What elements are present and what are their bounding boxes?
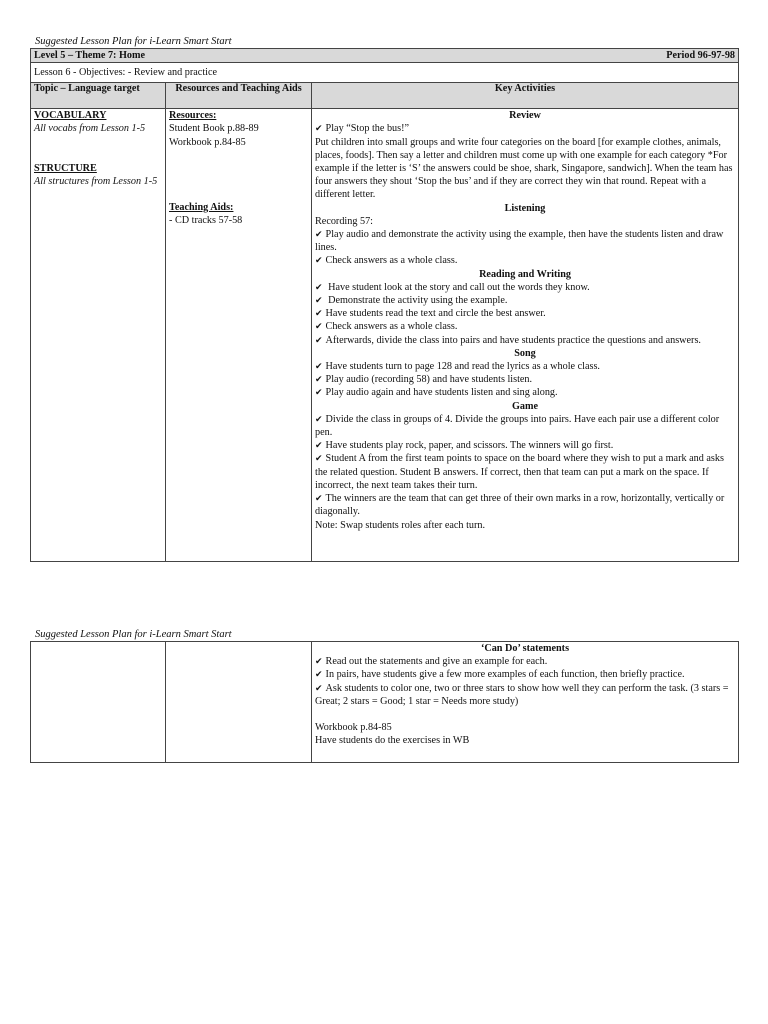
- song-step: Play audio again and have students listen and sing along.: [325, 387, 558, 399]
- game-note: Note: Swap students roles after each turn.: [315, 519, 486, 531]
- period-label: Period 96-97-98: [666, 50, 736, 61]
- listening-heading: Listening: [504, 202, 546, 214]
- check-icon: ✔: [315, 334, 323, 345]
- column-header-activities: Key Activities: [312, 83, 739, 109]
- content-row: [31, 109, 739, 562]
- cando-step: Read out the statements and give an example for each.: [325, 656, 548, 668]
- song-step: Play audio (recording 58) and have students listen.: [325, 374, 533, 386]
- check-icon: ✔: [315, 656, 323, 667]
- column-header-row: [31, 83, 739, 109]
- resources-title: Resources:: [169, 110, 217, 122]
- review-step: Play “Stop the bus!”: [325, 123, 410, 135]
- cando-cell: [312, 642, 739, 763]
- check-icon: ✔: [315, 321, 323, 332]
- objectives-row: [31, 63, 739, 83]
- reading-writing-step: Have student look at the story and call out the words they know.: [325, 281, 590, 293]
- check-icon: ✔: [315, 669, 323, 680]
- check-icon: ✔: [315, 281, 323, 292]
- check-icon: ✔: [315, 361, 323, 372]
- game-heading: Game: [512, 400, 539, 412]
- resources-cell-page2: [166, 642, 312, 763]
- document-caption-page2: Suggested Lesson Plan for i-Learn Smart Start: [35, 629, 232, 640]
- check-icon: ✔: [315, 308, 323, 319]
- level-theme: Level 5 – Theme 7: Home: [34, 50, 146, 61]
- lesson-plan-table-page2: [30, 641, 739, 763]
- check-icon: ✔: [315, 440, 323, 451]
- resource-item: Student Book p.88-89: [169, 123, 259, 135]
- structure-title: STRUCTURE: [34, 162, 97, 174]
- lesson-plan-table: [30, 48, 739, 562]
- game-step: Divide the class in groups of 4. Divide the groups into pairs. Have each pair use a different color pen.: [315, 413, 720, 439]
- resources-cell: [166, 109, 312, 562]
- check-icon: ✔: [315, 295, 323, 306]
- check-icon: ✔: [315, 123, 323, 134]
- lesson-objectives: Lesson 6 - Objectives: - Review and practice: [34, 67, 218, 79]
- game-step: Have students play rock, paper, and scissors. The winners will go first.: [325, 440, 614, 452]
- cando-heading: ‘Can Do’ statements: [480, 643, 570, 654]
- check-icon: ✔: [315, 682, 323, 693]
- teaching-aid-item: - CD tracks 57-58: [169, 215, 243, 227]
- topic-cell-page2: [31, 642, 166, 763]
- check-icon: ✔: [315, 229, 323, 240]
- check-icon: ✔: [315, 374, 323, 385]
- vocabulary-title: VOCABULARY: [34, 110, 107, 122]
- reading-writing-heading: Reading and Writing: [479, 268, 571, 280]
- resource-item: Workbook p.84-85: [169, 136, 246, 148]
- topic-cell: [31, 109, 166, 562]
- check-icon: ✔: [315, 453, 323, 464]
- game-step: The winners are the team that can get three of their own marks in a row, horizontally, vertically or diagonally.: [315, 493, 725, 518]
- workbook-ref: Workbook p.84-85: [315, 722, 392, 734]
- listening-step: Play audio and demonstrate the activity using the example, then have the students listen and draw lines.: [315, 229, 724, 254]
- reading-writing-step: Demonstrate the activity using the example.: [325, 295, 508, 307]
- level-theme-row: [31, 49, 739, 63]
- review-heading: Review: [509, 110, 541, 122]
- check-icon: ✔: [315, 493, 323, 504]
- cando-step: Ask students to color one, two or three stars to show how well they can perform the task. (3 stars = Great; 2 stars = Good; 1 star = Needs more study): [315, 682, 729, 707]
- check-icon: ✔: [315, 387, 323, 398]
- teaching-aids-title: Teaching Aids:: [169, 201, 234, 213]
- column-header-topic: Topic – Language target: [31, 83, 166, 109]
- review-step: Put children into small groups and write four categories on the board [for example clothes, animals, places, foods]. Then say a letter and children must come up with one example for each category *For example if the letter is ‘S’ the answers could be shoe, shark, Singapore, sandwich]. When the team has four answers they shout ‘Stop the bus’ and if they are correct they win that round. Repeat with a different letter.: [315, 136, 733, 201]
- check-icon: ✔: [315, 413, 323, 424]
- reading-writing-step: Have students read the text and circle the best answer.: [325, 308, 546, 320]
- activities-cell: [312, 109, 739, 562]
- song-heading: Song: [514, 347, 536, 359]
- reading-writing-step: Afterwards, divide the class into pairs and have students practice the questions and answers.: [325, 334, 701, 346]
- document-caption: Suggested Lesson Plan for i-Learn Smart Start: [35, 36, 232, 47]
- listening-recording: Recording 57:: [315, 215, 374, 227]
- workbook-task: Have students do the exercises in WB: [315, 735, 470, 747]
- song-step: Have students turn to page 128 and read the lyrics as a whole class.: [325, 361, 600, 373]
- vocabulary-text: All vocabs from Lesson 1-5: [34, 123, 146, 135]
- cando-row: [31, 642, 739, 763]
- reading-writing-step: Check answers as a whole class.: [325, 321, 458, 333]
- listening-step: Check answers as a whole class.: [325, 255, 458, 267]
- check-icon: ✔: [315, 255, 323, 266]
- cando-step: In pairs, have students give a few more examples of each function, then briefly practice.: [325, 669, 685, 681]
- structure-text: All structures from Lesson 1-5: [34, 175, 158, 187]
- game-step: Student A from the first team points to space on the board where they wish to put a mark and asks the related question. Student B answers. If correct, then that team can put a mark on the space. If incorrect, the next team takes their turn.: [315, 453, 724, 491]
- column-header-resources: Resources and Teaching Aids: [166, 83, 312, 109]
